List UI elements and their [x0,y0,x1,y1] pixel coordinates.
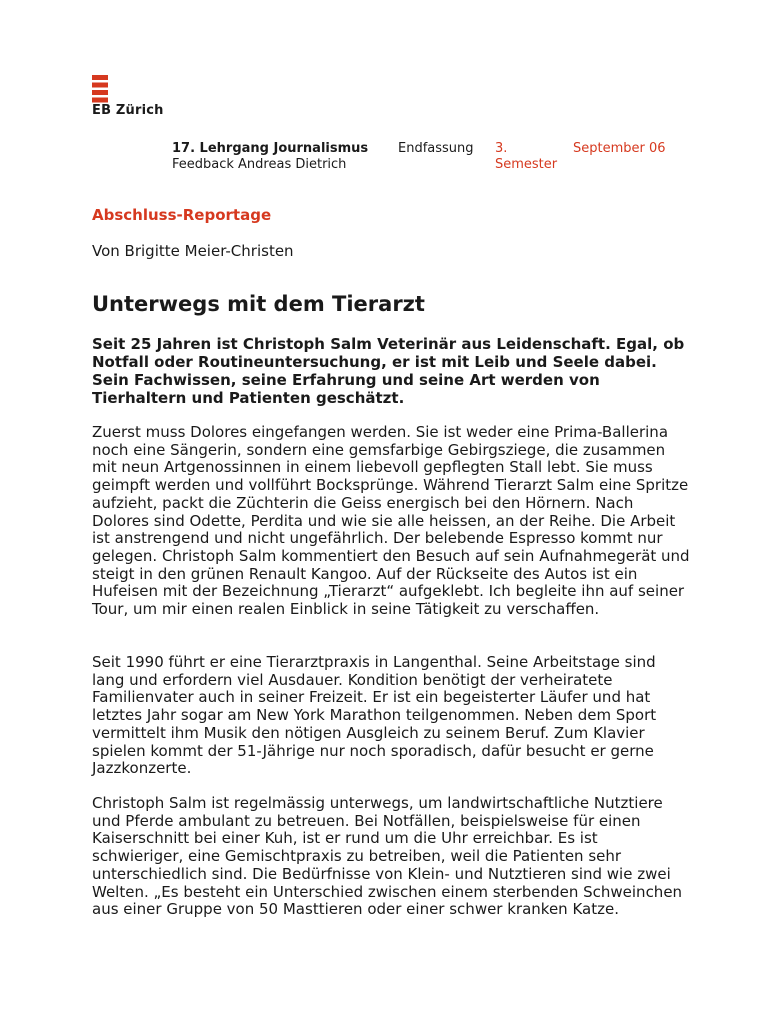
course-title: 17. Lehrgang Journalismus [172,141,369,156]
feedback-author: Feedback Andreas Dietrich [172,157,347,172]
document-date: September 06 [573,141,666,156]
semester-label: Semester [495,157,558,172]
document-status: Endfassung [398,141,474,156]
course-info [172,141,368,173]
eb-zurich-logo [92,75,164,118]
article-paragraph: Christoph Salm ist regelmässig unterwegs, um landwirtschaftliche Nutztiere und Pferde ambulant zu betreuen. Bei Notfällen, beispielsweise für einen Kaiserschnitt bei einer Kuh, ist er rund um die Uhr erreichbar. Es ist schwieriger, eine Gemischtpraxis zu betreiben, weil die Patienten sehr unterschiedlich sind. Die Bedürfnisse von Klein- und Nutztieren sind wie zwei Welten. „Es besteht ein Unterschied zwischen einem sterbenden Schweinchen aus einer Gruppe von 50 Masttieren oder einer schwer kranken Katze. [92,794,683,919]
semester-number: 3. [495,141,508,156]
semester [495,141,557,173]
section-title: Abschluss-Reportage [92,206,272,224]
article-headline: Unterwegs mit dem Tierarzt [92,292,425,316]
eb-logo-mark-icon [92,75,108,103]
article-paragraph: Seit 1990 führt er eine Tierarztpraxis in Langenthal. Seine Arbeitstage sind lang und erfordern viel Ausdauer. Kondition benötigt der verheiratete Familienvater auch in seiner Freizeit. Er ist ein begeisterter Läufer und hat letztes Jahr sogar am New York Marathon teilgenommen. Neben dem Sport vermittelt ihm Musik den nötigen Ausgleich zu seinem Beruf. Zum Klavier spielen kommt der 51-Jährige nur noch sporadisch, dafür besucht er gerne Jazzkonzerte. [92,653,657,778]
byline: Von Brigitte Meier-Christen [92,242,294,260]
article-lead: Seit 25 Jahren ist Christoph Salm Veterinär aus Leidenschaft. Egal, ob Notfall oder Routineuntersuchung, er ist mit Leib und Seele dabei. Sein Fachwissen, seine Erfahrung und seine Art werden von Tierhaltern und Patienten geschätzt. [92,335,685,407]
article-paragraph: Zuerst muss Dolores eingefangen werden. Sie ist weder eine Prima-Ballerina noch eine Sängerin, sondern eine gemsfarbige Gebirgsziege, die zusammen mit neun Artgenossinnen in einem liebevoll gepflegten Stall lebt. Sie muss geimpft werden und vollführt Bocksprünge. Während Tierarzt Salm eine Spritze aufzieht, packt die Züchterin die Geiss energisch bei den Hörnern. Nach Dolores sind Odette, Perdita und wie sie alle heissen, an der Reihe. Die Arbeit ist anstrengend und nicht ungefährlich. Der belebende Espresso kommt nur gelegen. Christoph Salm kommentiert den Besuch auf sein Aufnahmegerät und steigt in den grünen Renault Kangoo. Auf der Rückseite des Autos ist ein Hufeisen mit der Bezeichnung „Tierarzt“ aufgeklebt. Ich begleite ihn auf seiner Tour, um mir einen realen Einblick in seine Tätigkeit zu verschaffen. [92,423,690,619]
logo-text: EB Zürich [92,103,164,118]
